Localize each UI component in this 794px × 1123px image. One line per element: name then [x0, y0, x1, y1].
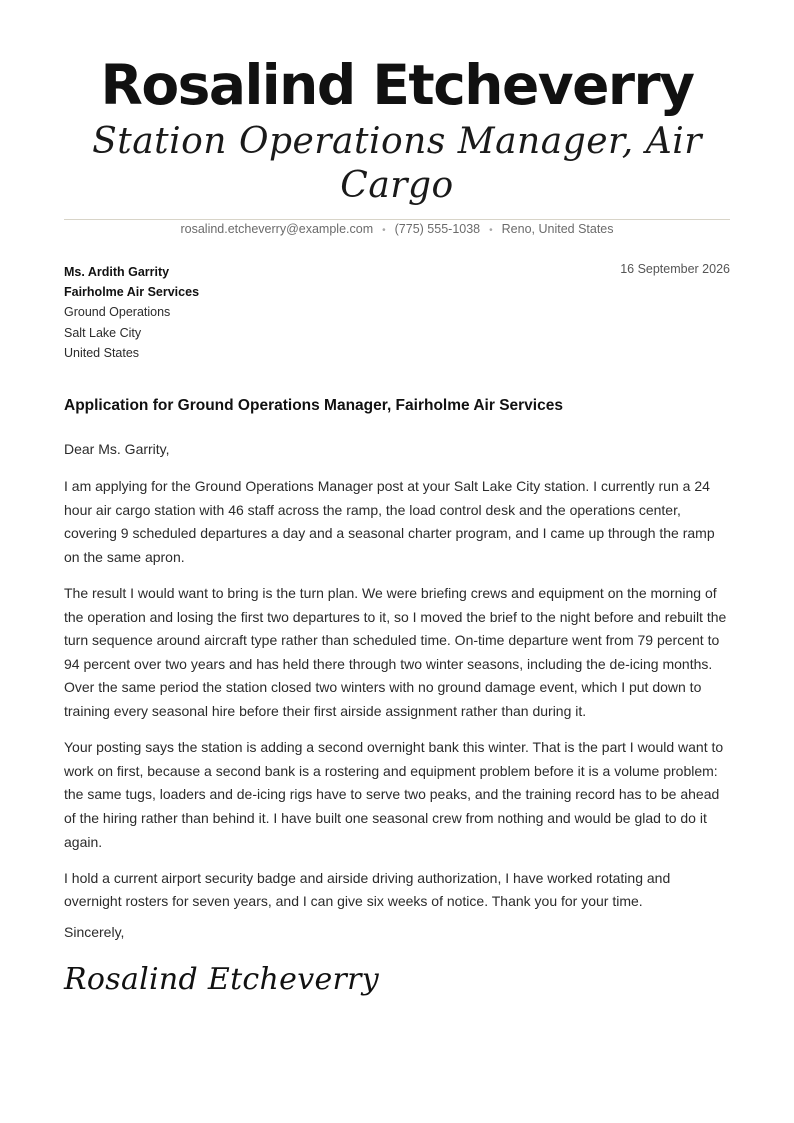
closing: Sincerely,	[64, 924, 125, 940]
body-paragraph: I am applying for the Ground Operations Manager post at your Salt Lake City station. I currently run a 24 hour air cargo station with 46 staff across the ramp, the load control desk and the operations center, covering 9 scheduled departures a day and a seasonal charter program, and I came up through the ramp on the same apron.	[64, 478, 715, 565]
contact-phone: (775) 555-1038	[394, 222, 481, 236]
recipient-block	[64, 262, 199, 363]
cover-letter-page	[64, 0, 730, 1123]
recipient-department: Ground Operations	[64, 305, 171, 320]
recipient-company: Fairholme Air Services	[64, 285, 200, 300]
recipient-country: United States	[64, 345, 140, 360]
body-paragraph: The result I would want to bring is the turn plan. We were briefing crews and equipment on the morning of the operation and losing the first two departures to it, so I moved the brief to the night before and rebuilt the turn sequence around aircraft type rather than scheduled time. On-time departure went from 79 percent to 94 percent over two years and has held there through two winter seasons, including the de-icing months. Over the same period the station closed two winters with no ground damage event, which I put down to training every seasonal hire before their first airside assignment rather than during it.	[64, 584, 727, 719]
contact-location: Reno, United States	[501, 222, 614, 236]
contact-email: rosalind.etcheverry@example.com	[180, 222, 374, 236]
recipient-city: Salt Lake City	[64, 325, 142, 340]
body-paragraph: I hold a current airport security badge and airside driving authorization, I have worked rotating and overnight rosters for seven years, and I can give six weeks of notice. Thank you for your time.	[64, 869, 671, 910]
header-divider	[64, 219, 730, 220]
separator-dot-icon: •	[489, 225, 493, 236]
signature: Rosalind Etcheverry	[64, 962, 380, 997]
separator-dot-icon: •	[382, 225, 386, 236]
letter-header	[64, 0, 730, 239]
salutation: Dear Ms. Garrity,	[64, 441, 170, 457]
recipient-name: Ms. Ardith Garrity	[64, 265, 170, 279]
letter-body	[64, 475, 730, 926]
contact-line	[64, 221, 730, 239]
body-paragraph: Your posting says the station is adding a second overnight bank this winter. That is the part I would want to work on first, because a second bank is a rostering and equipment problem before it is a volume problem: the same tugs, loaders and de-icing rigs have to serve two peaks, and the training record has to be ahead of the hiring rather than behind it. I have built one seasonal crew from nothing and would be glad to do it again.	[64, 739, 724, 850]
letter-date: 16 September 2026	[620, 262, 730, 276]
applicant-name: Rosalind Etcheverry	[100, 53, 694, 117]
applicant-title: Station Operations Manager, Air Cargo	[92, 121, 702, 206]
letter-subject: Application for Ground Operations Manager, Fairholme Air Services	[64, 397, 563, 414]
